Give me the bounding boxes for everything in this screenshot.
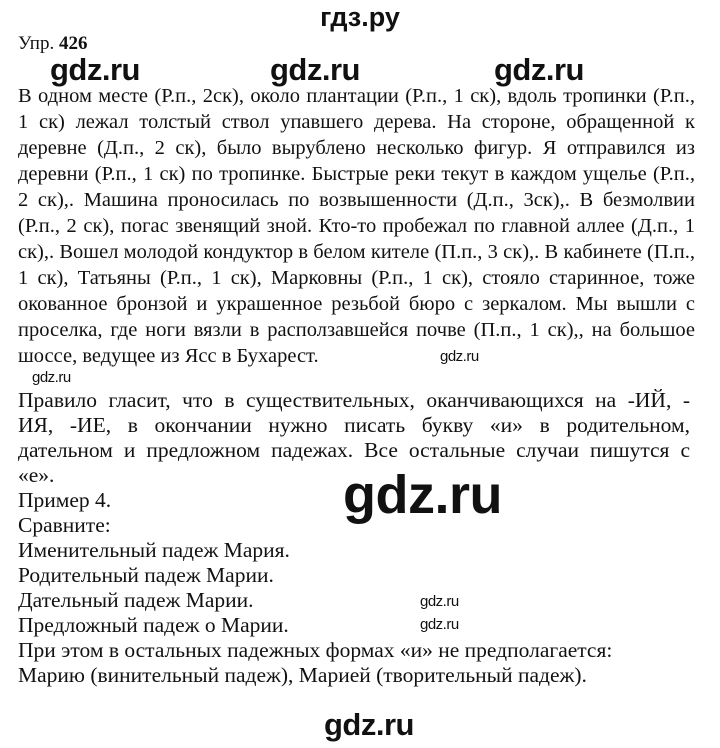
- text-line: деревни (Р.п., 1 ск) по тропинке. Быстрые реки текут в каждом ущелье (Р.п.,: [18, 163, 695, 185]
- watermark: gdz.ru: [270, 52, 360, 87]
- watermark: gdz.ru: [420, 616, 459, 633]
- site-title[interactable]: гдз.ру: [320, 2, 400, 32]
- watermark: gdz.ru: [343, 465, 502, 525]
- watermark: gdz.ru: [440, 348, 479, 365]
- text-line: Именительный падеж Мария.: [18, 538, 290, 562]
- text-line: окованное бронзой и украшенное резьбой бюро с зеркалом. Мы вышли с: [18, 293, 695, 315]
- text-line: Родительный падеж Марии.: [18, 563, 274, 587]
- text-line: При этом в остальных падежных формах «и» не предполагается:: [18, 638, 613, 662]
- text-line: ск),. Вошел молодой кондуктор в белом кителе (П.п., 3 ск),. В кабинете (П.п.,: [18, 241, 695, 263]
- watermark: gdz.ru: [50, 52, 140, 87]
- text-line: ИЯ, -ИЕ, в окончании нужно писать букву «и» в родительном,: [18, 413, 690, 437]
- text-line: 1 ск) лежал толстый ствол упавшего дерева. На стороне, обращенной к: [18, 111, 695, 133]
- text-line: В одном месте (Р.п., 2ск), около плантации (Р.п., 1 ск), вдоль тропинки (Р.п.,: [18, 85, 695, 107]
- text-line: «е».: [18, 463, 55, 487]
- text-line: шоссе, ведущее из Ясс в Бухарест.: [18, 345, 319, 367]
- text-line: 2 ск),. Машина проносилась по возвышенности (Д.п., 3ск),. В безмолвии: [18, 189, 695, 211]
- watermark: gdz.ru: [494, 52, 584, 87]
- watermark: gdz.ru: [324, 707, 414, 742]
- exercise-number: 426: [58, 33, 88, 54]
- text-line: проселка, где ноги вязли в расползавшейся почве (П.п., 1 ск),, на большое: [18, 319, 695, 341]
- exercise-prefix: Упр.: [18, 33, 55, 54]
- watermark: gdz.ru: [32, 369, 71, 386]
- text-line: (Р.п., 2 ск), погас звенящий зной. Кто-то пробежал по главной аллее (Д.п., 1: [18, 215, 695, 237]
- text-line: Предложный падеж о Марии.: [18, 613, 289, 637]
- text-line: Пример 4.: [18, 488, 112, 512]
- text-line: дательном и предложном падежах. Все остальные случаи пишутся с: [18, 438, 690, 462]
- text-line: Марию (винительный падеж), Марией (творительный падеж).: [18, 663, 587, 687]
- text-line: Сравните:: [18, 513, 111, 537]
- text-line: Дательный падеж Марии.: [18, 588, 254, 612]
- watermark: gdz.ru: [420, 593, 459, 610]
- text-line: 1 ск), Татьяны (Р.п., 1 ск), Марковны (Р.п., 1 ск), стояло старинное, тоже: [18, 267, 695, 289]
- text-line: Правило гласит, что в существительных, оканчивающихся на -ИЙ, -: [18, 388, 690, 412]
- text-line: деревне (Д.п., 2 ск), было вырублено несколько фигур. Я отправился из: [18, 137, 695, 159]
